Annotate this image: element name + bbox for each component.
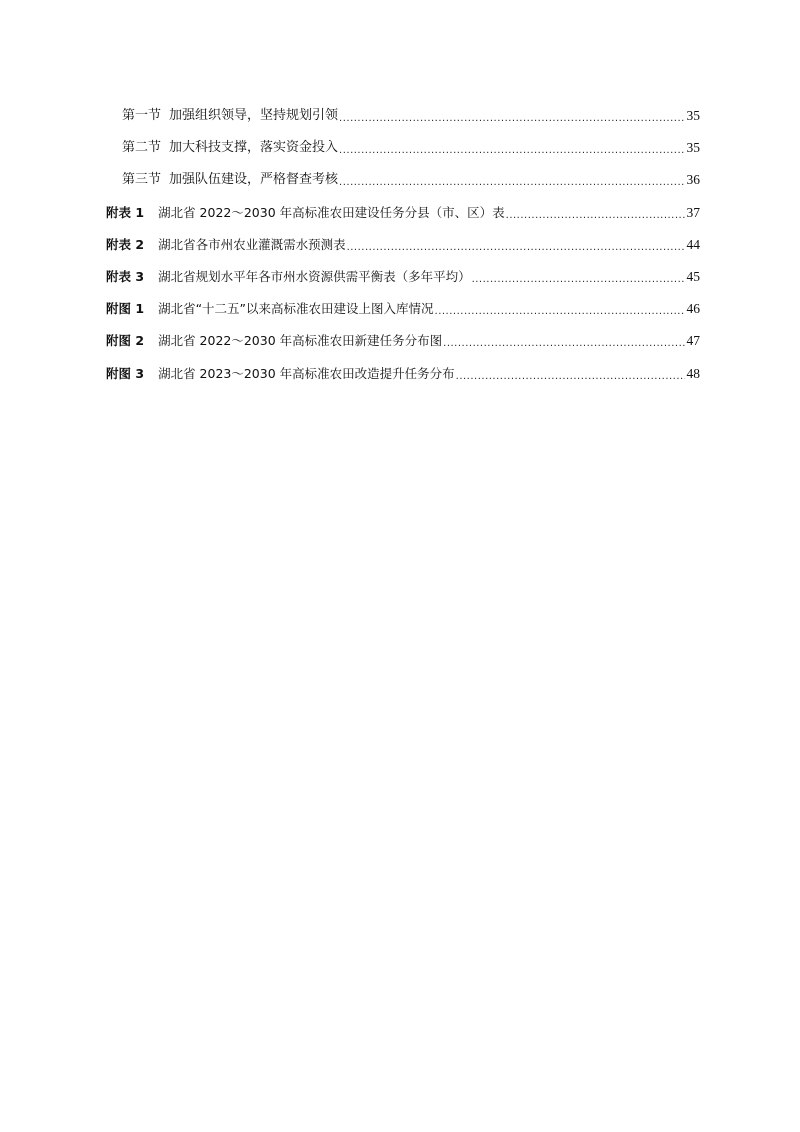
toc-entry-section-1[interactable] (106, 100, 700, 132)
toc-entry-number: 附表 3 (106, 269, 145, 285)
toc-entry-title (106, 237, 346, 253)
toc-entry-title (106, 366, 455, 382)
toc-entry-text: 湖北省规划水平年各市州水资源供需平衡表（多年平均） (158, 269, 471, 285)
toc-entry-title (106, 269, 471, 285)
toc-entry-section-2[interactable] (106, 132, 700, 164)
toc-dot-leader (339, 143, 684, 159)
toc-entry-section-3[interactable] (106, 164, 700, 196)
toc-entry-number: 附图 3 (106, 365, 145, 381)
toc-entry-appendix-table-1[interactable] (106, 197, 700, 229)
toc-entry-appendix-figure-2[interactable] (106, 325, 700, 357)
toc-page-number: 47 (686, 333, 700, 349)
toc-dot-leader (443, 336, 684, 352)
toc-entry-title (106, 301, 434, 317)
toc-entry-number: 第三节 (122, 172, 162, 188)
toc-entry-appendix-figure-1[interactable] (106, 293, 700, 325)
toc-dot-leader (339, 175, 684, 191)
toc-dot-leader (347, 240, 685, 256)
toc-page-number: 48 (686, 365, 700, 381)
toc-entry-appendix-table-2[interactable] (106, 229, 700, 261)
toc-entry-number: 第二节 (122, 140, 162, 156)
toc-entry-text: 加强组织领导，坚持规划引领 (169, 108, 339, 124)
toc-entry-title (122, 172, 338, 188)
toc-dot-leader (435, 304, 685, 320)
toc-entry-text: 湖北省 2022～2030 年高标准农田新建任务分布图 (158, 333, 443, 349)
toc-page-number: 45 (686, 269, 700, 285)
toc-dot-leader (456, 369, 685, 385)
toc-entry-number: 附表 2 (106, 236, 145, 252)
toc-entry-text: 湖北省各市州农业灌溉需水预测表 (158, 236, 346, 252)
toc-entry-title (122, 140, 338, 156)
toc-entry-number: 附图 1 (106, 301, 145, 317)
toc-page-number: 37 (686, 204, 700, 220)
toc-entry-appendix-table-3[interactable] (106, 261, 700, 293)
toc-page-number: 35 (686, 108, 700, 124)
toc-entry-text: 湖北省 2022～2030 年高标准农田建设任务分县（市、区）表 (158, 204, 505, 220)
toc-page-number: 46 (686, 301, 700, 317)
toc-entry-title (106, 205, 505, 221)
toc-entry-appendix-figure-3[interactable] (106, 358, 700, 390)
toc-entry-number: 附表 1 (106, 204, 145, 220)
toc-page-number: 36 (686, 172, 700, 188)
toc-entry-text: 湖北省 2023～2030 年高标准农田改造提升任务分布 (158, 365, 455, 381)
toc-entry-number: 附图 2 (106, 333, 145, 349)
toc-dot-leader (506, 208, 685, 224)
toc-entry-text: 加强队伍建设，严格督查考核 (169, 172, 339, 188)
toc-entry-text: 湖北省“十二五”以来高标准农田建设上图入库情况 (158, 301, 434, 317)
toc-page-number: 44 (686, 236, 700, 252)
toc-entry-text: 加大科技支撑，落实资金投入 (169, 140, 339, 156)
toc-dot-leader (472, 272, 685, 288)
toc-page-number: 35 (686, 140, 700, 156)
toc-dot-leader (339, 111, 684, 127)
toc-entry-title (106, 333, 442, 349)
toc-entry-title (122, 108, 338, 124)
table-of-contents (106, 100, 700, 390)
toc-entry-number: 第一节 (122, 108, 162, 124)
